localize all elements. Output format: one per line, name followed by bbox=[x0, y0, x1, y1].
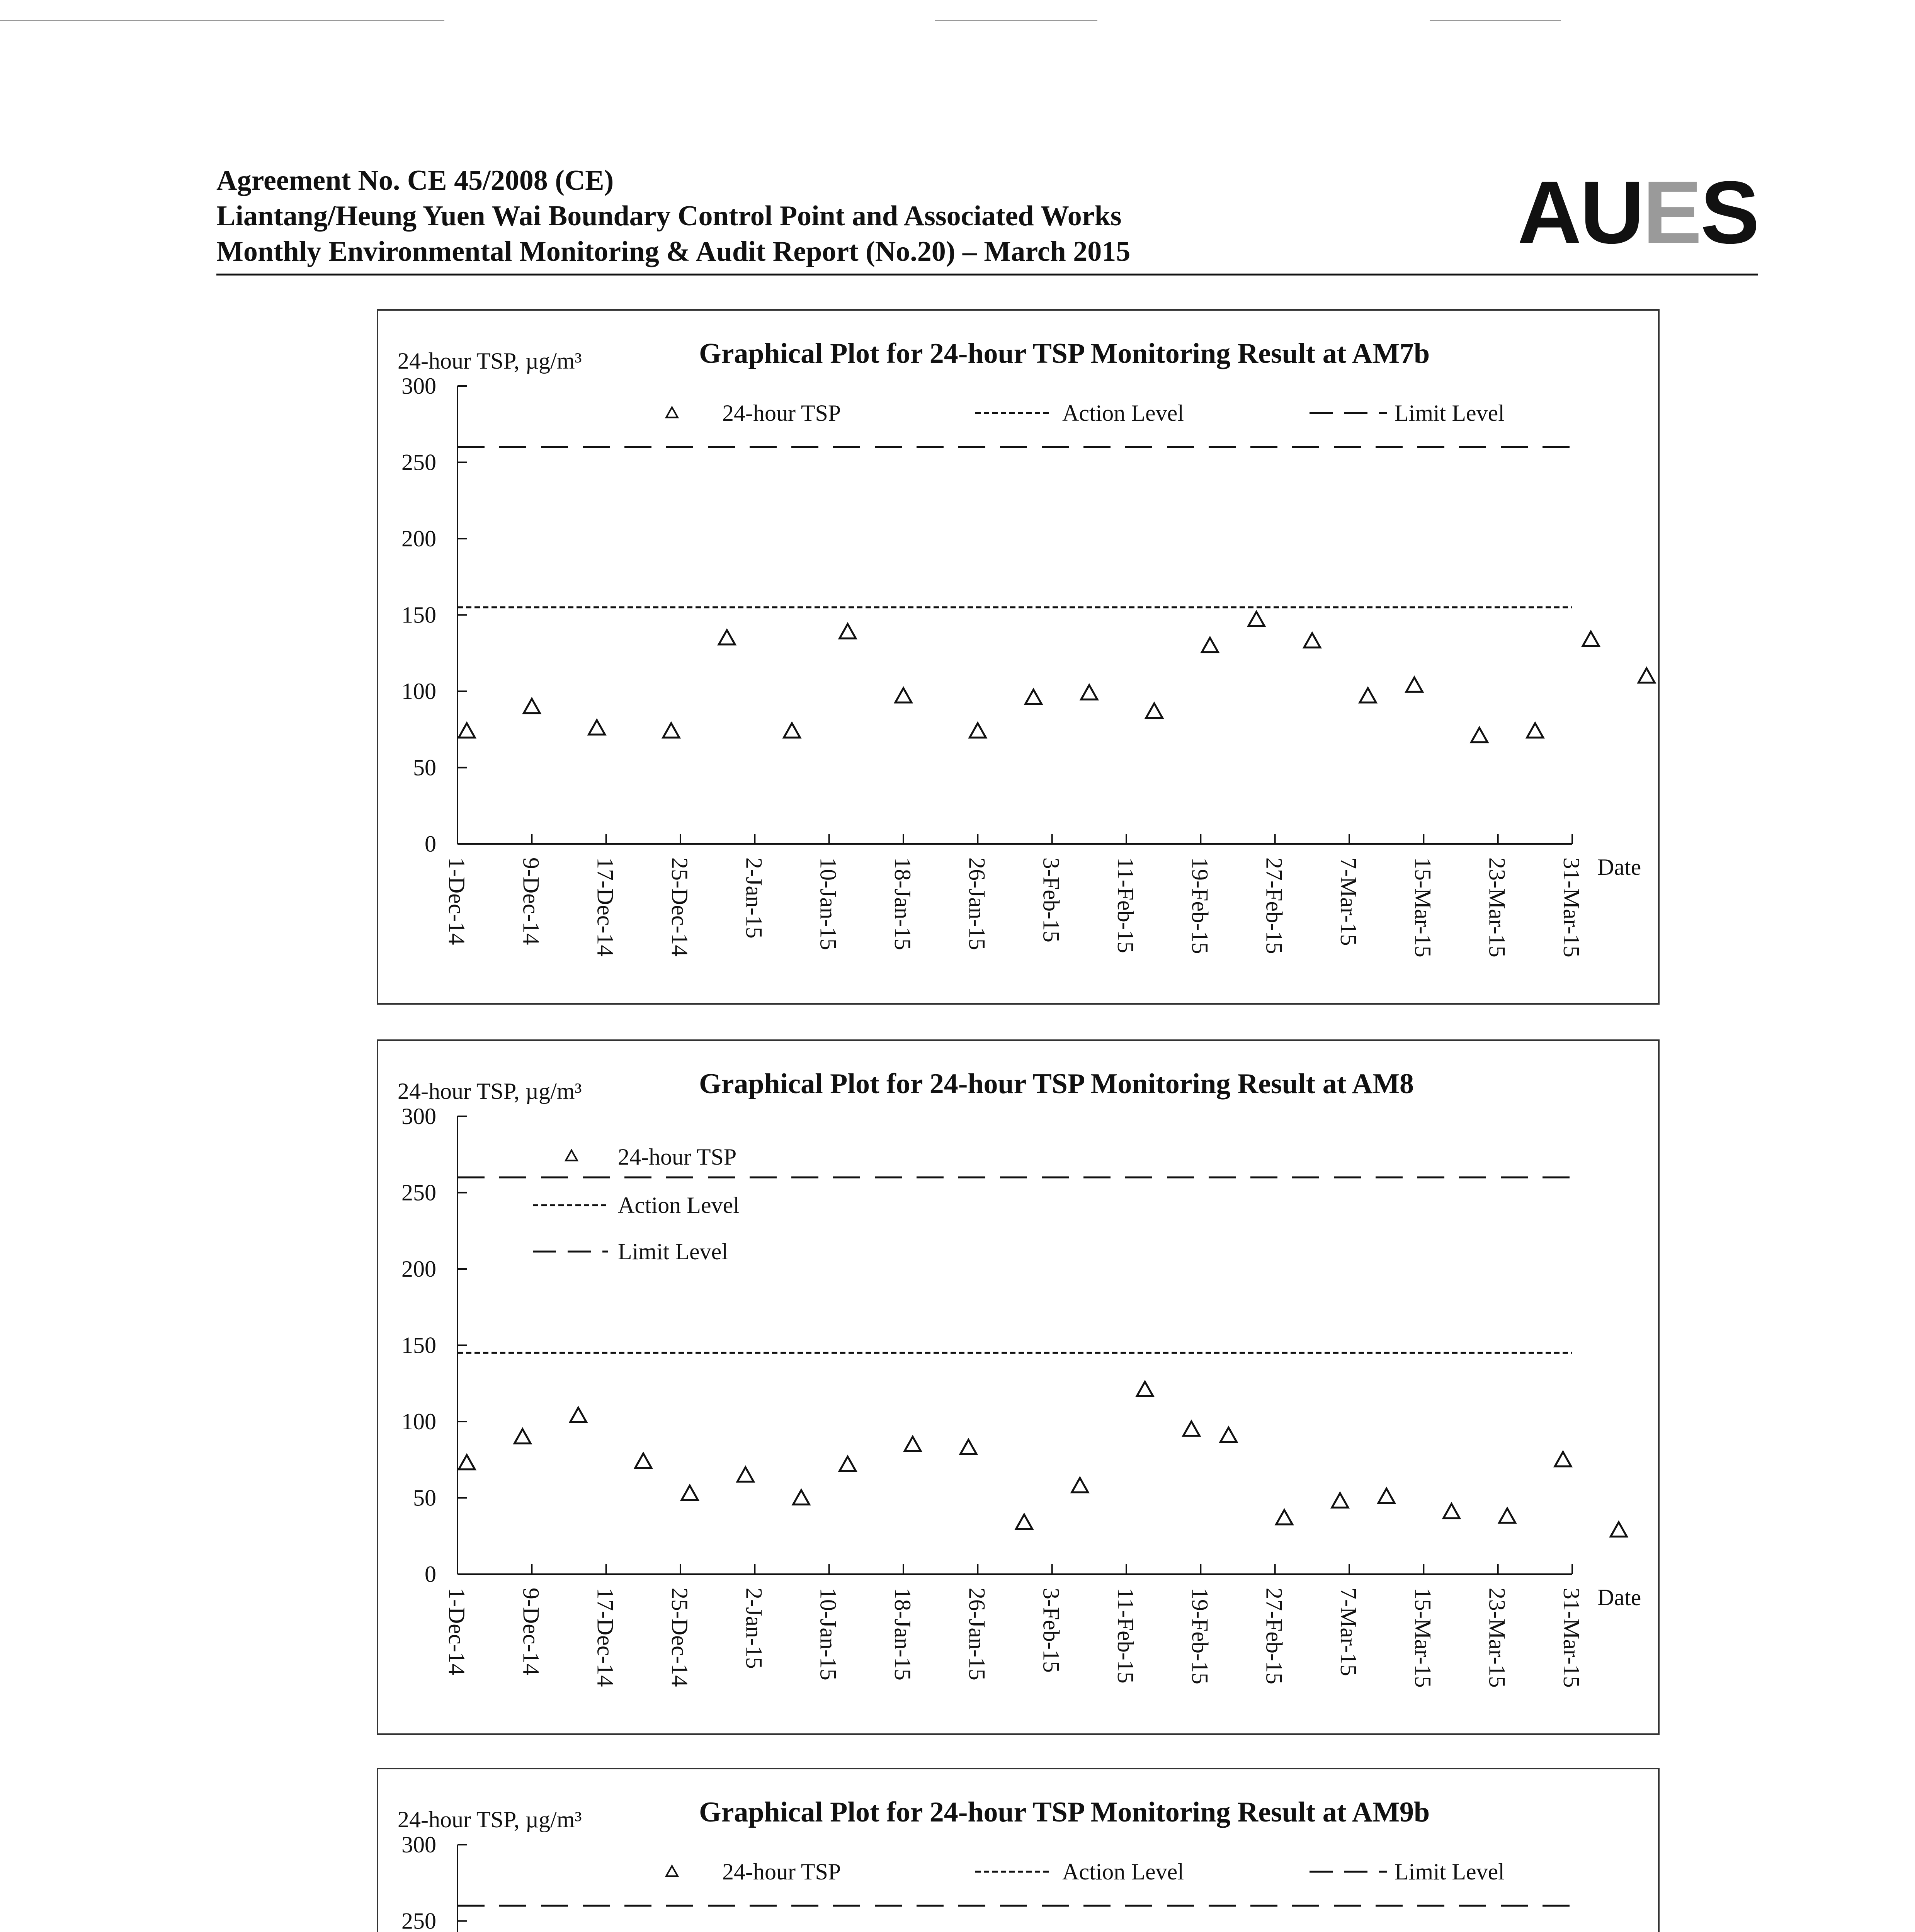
legend-action-label: Action Level bbox=[1062, 400, 1184, 426]
chart-title: Graphical Plot for 24-hour TSP Monitoring Result at AM7b bbox=[699, 338, 1430, 369]
legend-tsp-marker bbox=[566, 1150, 577, 1160]
tsp-data-point bbox=[840, 1457, 856, 1471]
tsp-data-point bbox=[459, 723, 475, 738]
tsp-data-point bbox=[1248, 612, 1265, 626]
x-tick-label: 7-Mar-15 bbox=[1336, 857, 1361, 946]
tsp-data-point bbox=[514, 1429, 531, 1443]
tsp-data-point bbox=[905, 1437, 921, 1451]
y-tick-label: 300 bbox=[401, 1832, 436, 1857]
tsp-data-point bbox=[524, 699, 540, 713]
tsp-data-point bbox=[1583, 632, 1599, 646]
x-tick-label: 10-Jan-15 bbox=[815, 857, 841, 950]
tsp-data-point bbox=[737, 1467, 753, 1481]
tsp-data-point bbox=[1527, 723, 1543, 738]
tsp-data-point bbox=[589, 720, 605, 735]
tsp-data-point bbox=[793, 1490, 810, 1504]
project-title: Liantang/Heung Yuen Wai Boundary Control Point and Associated Works bbox=[216, 200, 1122, 232]
x-axis-label: Date bbox=[1597, 1585, 1641, 1610]
tsp-data-point bbox=[1360, 688, 1376, 702]
x-tick-label: 2-Jan-15 bbox=[741, 1588, 767, 1669]
x-tick-label: 10-Jan-15 bbox=[815, 1588, 841, 1680]
x-tick-label: 11-Feb-15 bbox=[1113, 1588, 1138, 1684]
tsp-data-point bbox=[895, 688, 912, 702]
y-tick-label: 100 bbox=[401, 679, 436, 704]
legend-tsp-label: 24-hour TSP bbox=[618, 1144, 737, 1170]
chart-am7b-svg bbox=[378, 311, 1661, 1006]
top-rule-right bbox=[1430, 20, 1561, 21]
tsp-data-point bbox=[784, 723, 800, 738]
x-tick-label: 27-Feb-15 bbox=[1261, 1588, 1287, 1684]
legend-limit-label: Limit Level bbox=[1395, 1859, 1505, 1884]
legend-action-label: Action Level bbox=[618, 1192, 740, 1218]
tsp-data-point bbox=[1304, 633, 1320, 648]
chart-title: Graphical Plot for 24-hour TSP Monitoring Result at AM8 bbox=[699, 1068, 1414, 1100]
chart-am7b bbox=[377, 309, 1660, 1005]
tsp-data-point bbox=[1471, 728, 1488, 742]
tsp-data-point bbox=[459, 1455, 475, 1469]
tsp-data-point bbox=[663, 723, 679, 738]
tsp-data-point bbox=[1221, 1428, 1237, 1442]
chart-am9b bbox=[377, 1768, 1660, 1932]
x-tick-label: 19-Feb-15 bbox=[1187, 857, 1213, 954]
x-tick-label: 18-Jan-15 bbox=[890, 1588, 915, 1680]
tsp-data-point bbox=[570, 1408, 587, 1422]
agreement-number: Agreement No. CE 45/2008 (CE) bbox=[216, 165, 614, 196]
y-tick-label: 150 bbox=[401, 602, 436, 628]
x-tick-label: 1-Dec-14 bbox=[444, 857, 469, 945]
tsp-data-point bbox=[1146, 703, 1162, 718]
x-tick-label: 1-Dec-14 bbox=[444, 1588, 469, 1675]
tsp-data-point bbox=[1016, 1515, 1032, 1529]
x-tick-label: 9-Dec-14 bbox=[518, 857, 544, 945]
aues-logo bbox=[1517, 163, 1758, 262]
tsp-data-point bbox=[969, 723, 986, 738]
x-tick-label: 18-Jan-15 bbox=[890, 857, 915, 950]
header-rule bbox=[216, 274, 1758, 276]
x-tick-label: 7-Mar-15 bbox=[1336, 1588, 1361, 1676]
tsp-data-point bbox=[1072, 1478, 1088, 1492]
chart-am8-svg bbox=[378, 1041, 1661, 1736]
x-tick-label: 19-Feb-15 bbox=[1187, 1588, 1213, 1684]
tsp-data-point bbox=[960, 1440, 976, 1454]
y-axis-label: 24-hour TSP, µg/m³ bbox=[398, 1078, 582, 1104]
tsp-data-point bbox=[1332, 1493, 1348, 1507]
x-tick-label: 23-Mar-15 bbox=[1484, 857, 1510, 957]
legend-tsp-marker bbox=[666, 1866, 678, 1876]
x-tick-label: 25-Dec-14 bbox=[667, 1588, 692, 1687]
y-tick-label: 250 bbox=[401, 1180, 436, 1206]
report-header bbox=[216, 164, 1758, 276]
y-tick-label: 250 bbox=[401, 449, 436, 475]
tsp-data-point bbox=[682, 1486, 698, 1500]
y-tick-label: 200 bbox=[401, 526, 436, 551]
legend-action-label: Action Level bbox=[1062, 1859, 1184, 1884]
tsp-data-point bbox=[719, 630, 735, 645]
x-tick-label: 9-Dec-14 bbox=[518, 1588, 544, 1675]
y-tick-label: 150 bbox=[401, 1332, 436, 1358]
x-tick-label: 17-Dec-14 bbox=[592, 1588, 618, 1687]
y-tick-label: 50 bbox=[413, 755, 436, 781]
tsp-data-point bbox=[1611, 1522, 1627, 1536]
tsp-data-point bbox=[1276, 1510, 1293, 1524]
x-tick-label: 27-Feb-15 bbox=[1261, 857, 1287, 954]
x-tick-label: 2-Jan-15 bbox=[741, 857, 767, 939]
y-tick-label: 50 bbox=[413, 1485, 436, 1511]
chart-am8 bbox=[377, 1039, 1660, 1735]
y-tick-label: 0 bbox=[425, 831, 436, 857]
tsp-data-point bbox=[1555, 1452, 1571, 1466]
legend-limit-label: Limit Level bbox=[618, 1239, 728, 1264]
tsp-data-point bbox=[1183, 1422, 1199, 1436]
x-axis-label: Date bbox=[1597, 854, 1641, 880]
y-tick-label: 300 bbox=[401, 1104, 436, 1129]
top-rule-middle bbox=[935, 20, 1097, 21]
tsp-data-point bbox=[840, 624, 856, 638]
x-tick-label: 25-Dec-14 bbox=[667, 857, 692, 957]
x-tick-label: 26-Jan-15 bbox=[964, 857, 990, 950]
tsp-data-point bbox=[1202, 638, 1218, 652]
tsp-data-point bbox=[1026, 690, 1042, 704]
chart-title: Graphical Plot for 24-hour TSP Monitoring Result at AM9b bbox=[699, 1796, 1430, 1828]
tsp-data-point bbox=[1378, 1489, 1395, 1503]
x-tick-label: 31-Mar-15 bbox=[1559, 857, 1584, 957]
y-tick-label: 0 bbox=[425, 1561, 436, 1587]
x-tick-label: 15-Mar-15 bbox=[1410, 857, 1436, 957]
y-tick-label: 300 bbox=[401, 373, 436, 399]
tsp-data-point bbox=[635, 1454, 651, 1468]
chart-am9b-svg bbox=[378, 1769, 1661, 1932]
report-title: Monthly Environmental Monitoring & Audit Report (No.20) – March 2015 bbox=[216, 236, 1131, 267]
tsp-data-point bbox=[1081, 685, 1097, 699]
x-tick-label: 23-Mar-15 bbox=[1484, 1588, 1510, 1688]
tsp-data-point bbox=[1638, 668, 1655, 682]
top-rule-left bbox=[0, 20, 444, 21]
logo-accent-letter: E bbox=[1643, 163, 1701, 262]
legend-limit-label: Limit Level bbox=[1395, 400, 1505, 426]
y-tick-label: 100 bbox=[401, 1409, 436, 1434]
x-tick-label: 26-Jan-15 bbox=[964, 1588, 990, 1680]
legend-tsp-marker bbox=[666, 407, 678, 417]
tsp-data-point bbox=[1406, 677, 1422, 692]
legend-tsp-label: 24-hour TSP bbox=[722, 1859, 841, 1884]
x-tick-label: 15-Mar-15 bbox=[1410, 1588, 1436, 1688]
logo-prefix: AU bbox=[1517, 163, 1643, 262]
x-tick-label: 3-Feb-15 bbox=[1038, 857, 1064, 942]
x-tick-label: 17-Dec-14 bbox=[592, 857, 618, 957]
y-tick-label: 250 bbox=[401, 1908, 436, 1932]
legend-tsp-label: 24-hour TSP bbox=[722, 400, 841, 426]
tsp-data-point bbox=[1137, 1382, 1153, 1396]
y-axis-label: 24-hour TSP, µg/m³ bbox=[398, 1807, 582, 1832]
y-axis-label: 24-hour TSP, µg/m³ bbox=[398, 348, 582, 374]
tsp-data-point bbox=[1444, 1504, 1460, 1518]
x-tick-label: 3-Feb-15 bbox=[1038, 1588, 1064, 1673]
logo-suffix: S bbox=[1700, 163, 1758, 262]
x-tick-label: 31-Mar-15 bbox=[1559, 1588, 1584, 1688]
y-tick-label: 200 bbox=[401, 1256, 436, 1282]
tsp-data-point bbox=[1499, 1509, 1515, 1523]
x-tick-label: 11-Feb-15 bbox=[1113, 857, 1138, 953]
